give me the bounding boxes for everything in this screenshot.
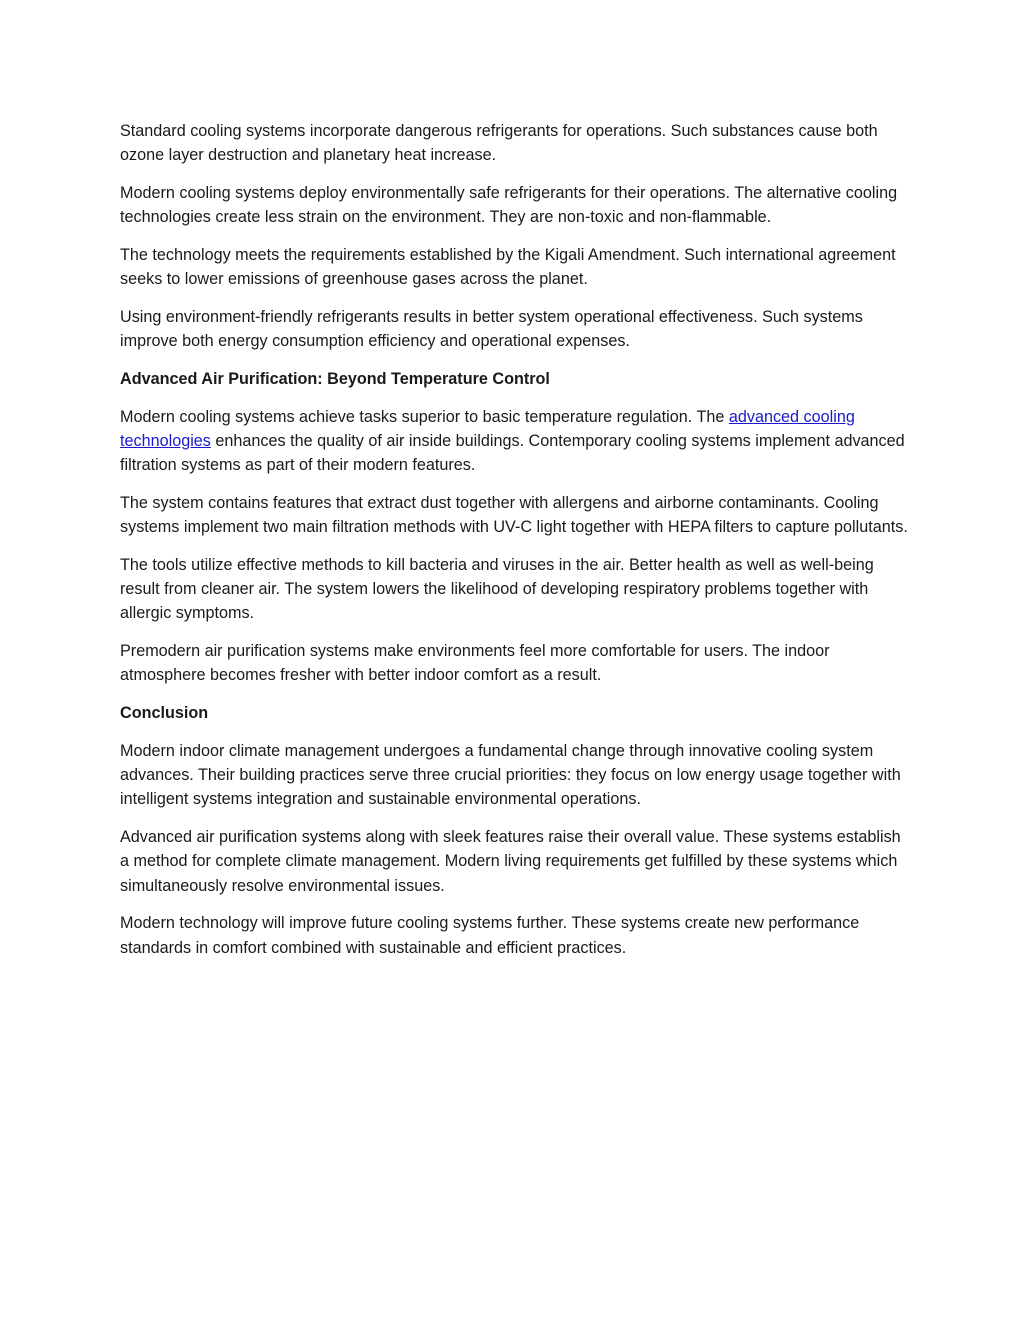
paragraph-link-after: enhances the quality of air inside buildings. Contemporary cooling systems implement advanced filtration systems as part of their modern features. [120,431,905,475]
paragraph-comfort: Premodern air purification systems make environments feel more comfortable for users. The indoor atmosphere becomes fresher with better indoor comfort as a result. [120,642,830,685]
paragraph-with-link [120,405,910,478]
paragraph-overall-value: Advanced air purification systems along with sleek features raise their overall value. These systems establish a method for complete climate management. Modern living requirements get fulfilled by these systems which simultaneously resolve environmental issues. [120,828,901,895]
paragraph-safe-refrigerants: Modern cooling systems deploy environmentally safe refrigerants for their operations. The alternative cooling technologies create less strain on the environment. They are non-toxic and non-flammable. [120,183,898,227]
paragraph-filtration-features: The system contains features that extract dust together with allergens and airborne contaminants. Cooling systems implement two main filtration methods with UV-C light together with HEPA filters to capture pollutants. [120,493,908,537]
section-heading-air-purification: Advanced Air Purification: Beyond Temperature Control [120,369,550,388]
paragraph-refrigerant-dangers: Standard cooling systems incorporate dangerous refrigerants for operations. Such substances cause both ozone layer destruction and planetary heat increase. [120,122,878,165]
paragraph-operational-effectiveness: Using environment-friendly refrigerants results in better system operational effectiveness. Such systems improve both energy consumption efficiency and operational expenses. [120,307,863,351]
paragraph-kigali-amendment: The technology meets the requirements established by the Kigali Amendment. Such international agreement seeks to lower emissions of greenhouse gases across the planet. [120,245,896,289]
paragraph-climate-management: Modern indoor climate management undergoes a fundamental change through innovative cooling system advances. Their building practices serve three crucial priorities: they focus on low energy usage together with intelligent systems integration and sustainable environmental operations. [120,741,901,809]
paragraph-link-before: Modern cooling systems achieve tasks superior to basic temperature regulation. The [120,407,729,426]
paragraph-future-cooling: Modern technology will improve future cooling systems further. These systems create new performance standards in comfort combined with sustainable and efficient practices. [120,914,860,957]
section-heading-conclusion: Conclusion [120,704,209,723]
advanced-cooling-technologies-link[interactable]: advanced cooling technologies [120,407,855,450]
document-page [120,119,910,973]
paragraph-bacteria-viruses: The tools utilize effective methods to kill bacteria and viruses in the air. Better health as well as well-being result from cleaner air. The system lowers the likelihood of developing respiratory problems together with allergic symptoms. [120,555,874,623]
